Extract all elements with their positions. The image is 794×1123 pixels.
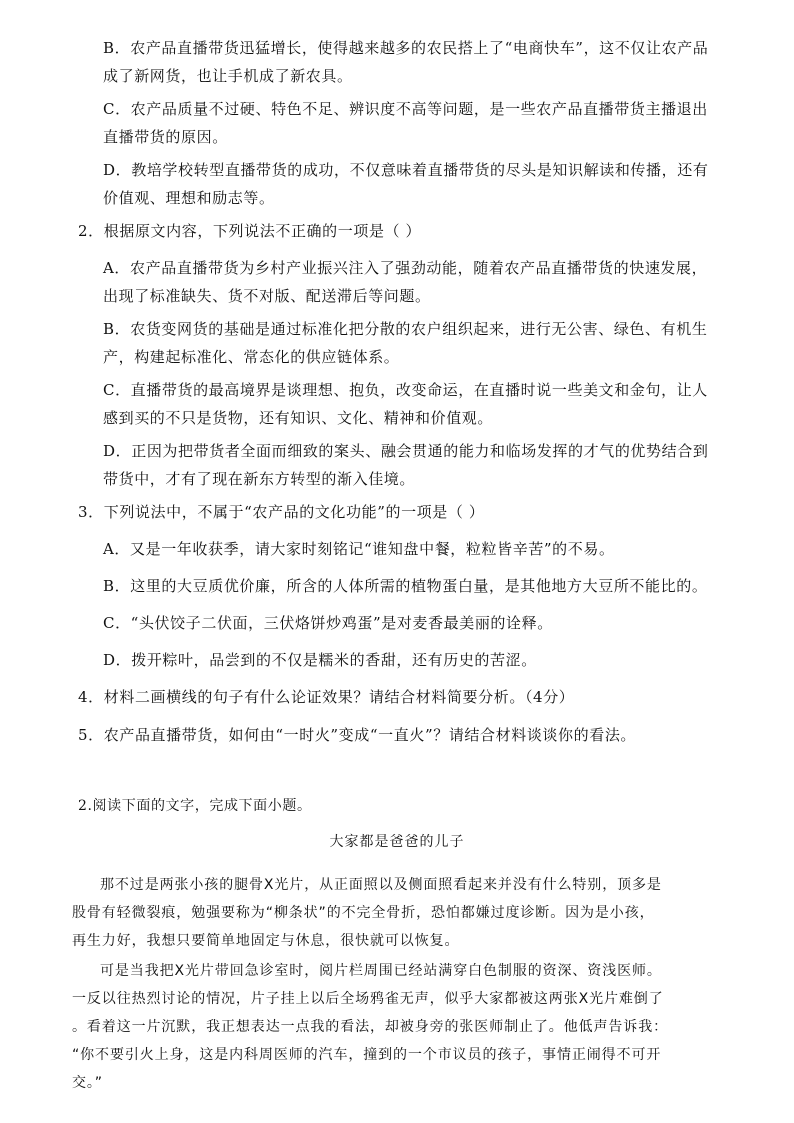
paragraph-line: 股骨有轻微裂痕，勉强要称为“柳条状”的不完全骨折，恐怕都嫌过度诊断。因为是小孩，	[72, 905, 655, 921]
q2-option-b-line1: B．农货变网货的基础是通过标准化把分散的农户组织起来，进行无公害、绿色、有机生	[103, 320, 708, 338]
q2-option-c-line2: 感到买的不只是货物，还有知识、文化、精神和价值观。	[103, 409, 494, 427]
paragraph-line: 交。”	[72, 1075, 103, 1091]
paragraph-line: 一反以往热烈讨论的情况，片子挂上以后全场鸦雀无声，似乎大家都被这两张X光片难倒了	[72, 991, 664, 1007]
paragraph-line: “你不要引火上身，这是内科周医师的汽车，撞到的一个市议员的孩子，事情正闹得不可开	[72, 1047, 662, 1063]
paragraph-line: 。看着这一片沉默，我正想表达一点我的看法，却被身旁的张医师制止了。他低声告诉我：	[72, 1019, 668, 1035]
q3-stem: 3．下列说法中，不属于“农产品的文化功能”的一项是（ ）	[78, 503, 485, 521]
paragraph-line: 那不过是两张小孩的腿骨X光片，从正面照以及侧面照看起来并没有什么特别，顶多是	[100, 877, 662, 893]
q5-stem: 5．农产品直播带货，如何由“一时火”变成“一直火”？请结合材料谈谈你的看法。	[78, 726, 637, 744]
section2-instruction: 2.阅读下面的文字，完成下面小题。	[78, 798, 312, 814]
q2-option-d-line1: D．正因为把带货者全面而细致的案头、融会贯通的能力和临场发挥的才气的优势结合到	[103, 442, 709, 460]
q4-stem: 4．材料二画横线的句子有什么论证效果？请结合材料简要分析。（4分）	[78, 688, 575, 706]
paragraph-line: 再生力好，我想只要简单地固定与休息，很快就可以恢复。	[72, 933, 460, 949]
q2-option-d-line2: 带货中，才有了现在新东方转型的渐入佳境。	[103, 470, 416, 488]
story-paragraph-1	[72, 871, 722, 955]
q1-option-c-line2: 直播带货的原因。	[103, 128, 228, 146]
q3-option-d: D．拨开粽叶，品尝到的不仅是糯米的香甜，还有历史的苦涩。	[103, 651, 537, 669]
q1-option-c-line1: C．农产品质量不过硬、特色不足、辨识度不高等问题，是一些农产品直播带货主播退出	[103, 100, 708, 118]
story-title: 大家都是爸爸的儿子	[329, 834, 465, 850]
q3-option-c: C．“头伏饺子二伏面，三伏烙饼炒鸡蛋”是对麦香最美丽的诠释。	[103, 614, 553, 632]
q2-stem: 2．根据原文内容，下列说法不正确的一项是（ ）	[78, 222, 422, 240]
q2-option-c-line1: C．直播带货的最高境界是谈理想、抱负，改变命运，在直播时说一些美文和金句，让人	[103, 381, 708, 399]
q1-option-d-line2: 价值观、理想和励志等。	[103, 189, 275, 207]
q1-option-b-line2: 成了新网货，也让手机成了新农具。	[103, 67, 353, 85]
q3-option-a: A．又是一年收获季，请大家时刻铭记“谁知盘中餐，粒粒皆辛苦”的不易。	[103, 540, 615, 558]
q1-option-b-line1: B．农产品直播带货迅猛增长，使得越来越多的农民搭上了“电商快车”，这不仅让农产品	[103, 39, 709, 57]
q2-option-a-line2: 出现了标准缺失、货不对版、配送滞后等问题。	[103, 287, 431, 305]
q2-option-b-line2: 产，构建起标准化、常态化的供应链体系。	[103, 348, 400, 366]
paragraph-line: 可是当我把X光片带回急诊室时，阅片栏周围已经站满穿白色制服的资深、资浅医师。	[100, 963, 662, 979]
story-paragraph-2	[72, 957, 722, 1097]
q1-option-d-line1: D．教培学校转型直播带货的成功，不仅意味着直播带货的尽头是知识解读和传播，还有	[103, 161, 709, 179]
q3-option-b: B．这里的大豆质优价廉，所含的人体所需的植物蛋白量，是其他地方大豆所不能比的。	[103, 577, 708, 595]
q2-option-a-line1: A．农产品直播带货为乡村产业振兴注入了强劲动能，随着农产品直播带货的快速发展，	[103, 259, 708, 277]
